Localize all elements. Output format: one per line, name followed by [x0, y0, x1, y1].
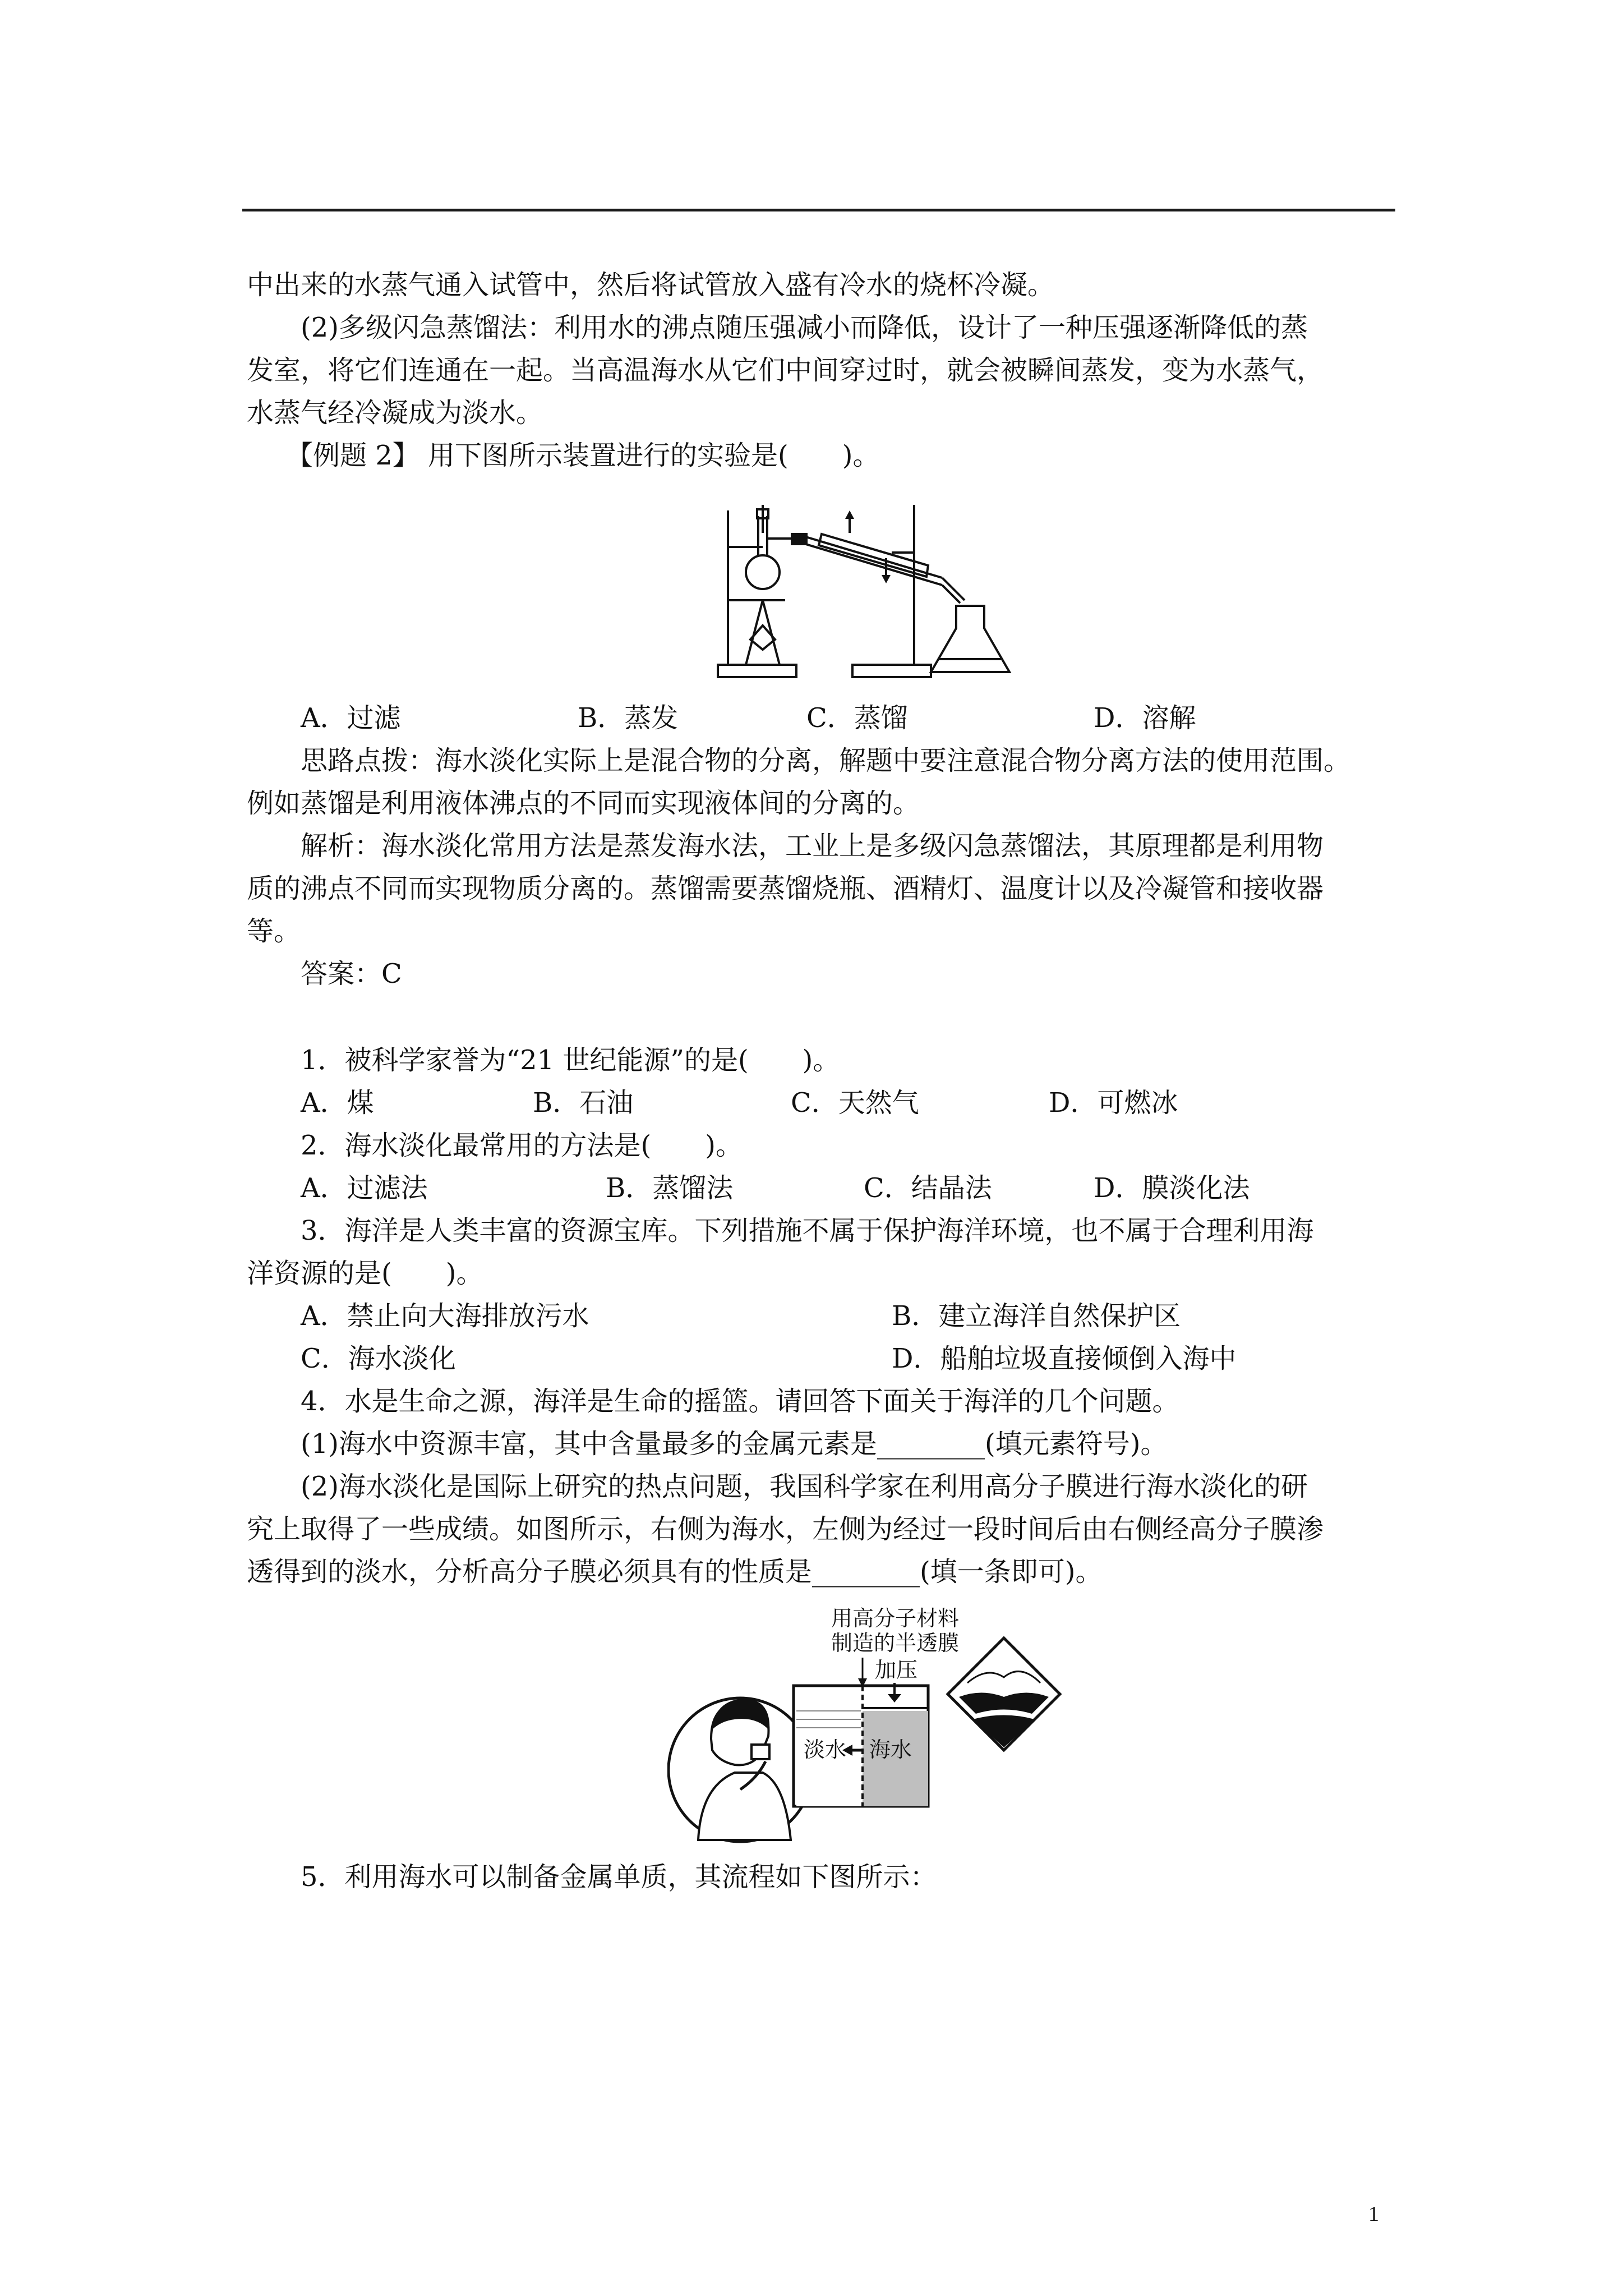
question-5-stem: 5．利用海水可以制备金属单质，其流程如下图所示：	[301, 1861, 937, 1893]
option-b: B．蒸馏法	[606, 1172, 734, 1204]
question-1-stem: 1．被科学家誉为“21 世纪能源”的是( )。	[301, 1045, 840, 1076]
option-c: C．天然气	[791, 1087, 919, 1119]
option-d: D．膜淡化法	[1094, 1172, 1250, 1204]
option-b: B．建立海洋自然保护区	[892, 1300, 1181, 1332]
option-a: A．禁止向大海排放污水	[301, 1300, 589, 1332]
membrane-desalination-figure	[667, 1604, 1094, 1851]
question-2-stem: 2．海水淡化最常用的方法是( )。	[301, 1130, 743, 1161]
option-b: B．石油	[533, 1087, 634, 1119]
analysis-line: 解析：海水淡化常用方法是蒸发海水法，工业上是多级闪急蒸馏法，其原理都是利用物	[301, 830, 1324, 862]
option-a: A．煤	[301, 1087, 374, 1119]
option-c: C．结晶法	[864, 1172, 992, 1204]
text-line: (2)多级闪急蒸馏法：利用水的沸点随压强减小而降低，设计了一种压强逐渐降低的蒸	[301, 312, 1308, 343]
answer: 答案：C	[301, 958, 402, 990]
option-d: D．船舶垃圾直接倾倒入海中	[892, 1343, 1237, 1374]
text-line: 水蒸气经冷凝成为淡水。	[247, 397, 543, 429]
option-c: C．海水淡化	[301, 1343, 456, 1374]
text-line: 发室，将它们连通在一起。当高温海水从它们中间穿过时，就会被瞬间蒸发，变为水蒸气，	[247, 355, 1324, 386]
analysis-line: 质的沸点不同而实现物质分离的。蒸馏需要蒸馏烧瓶、酒精灯、温度计以及冷凝管和接收器	[247, 873, 1324, 904]
option-c: C．蒸馏	[806, 702, 908, 734]
example-2-stem: 【例题 2】 用下图所示装置进行的实验是( )。	[286, 440, 880, 471]
question-4-part-2: (2)海水淡化是国际上研究的热点问题，我国科学家在利用高分子膜进行海水淡化的研	[301, 1471, 1308, 1502]
header-rule	[242, 209, 1395, 211]
question-4-stem: 4．水是生命之源，海洋是生命的摇篮。请回答下面关于海洋的几个问题。	[301, 1386, 1179, 1417]
sea-water-label: 海水	[869, 1737, 912, 1762]
question-4-part-2: 透得到的淡水，分析高分子膜必须具有的性质是________(填一条即可)。	[247, 1556, 1103, 1588]
option-d: D．可燃冰	[1049, 1087, 1178, 1119]
option-d: D．溶解	[1094, 702, 1196, 734]
pressure-label: 加压	[875, 1658, 918, 1682]
question-3-stem: 3．海洋是人类丰富的资源宝库。下列措施不属于保护海洋环境，也不属于合理利用海	[301, 1215, 1314, 1246]
distillation-apparatus-figure	[707, 494, 1032, 690]
hint-line: 例如蒸馏是利用液体沸点的不同而实现液体间的分离的。	[247, 788, 920, 819]
question-4-part-1: (1)海水中资源丰富，其中含量最多的金属元素是________(填元素符号)。	[301, 1428, 1168, 1460]
option-b: B．蒸发	[578, 702, 679, 734]
question-3-stem: 洋资源的是( )。	[247, 1258, 483, 1289]
hint-line: 思路点拨：海水淡化实际上是混合物的分离，解题中要注意混合物分离方法的使用范围。	[301, 745, 1351, 776]
page-number: 1	[1368, 2202, 1379, 2226]
fresh-water-label: 淡水	[804, 1737, 847, 1762]
text-line: 中出来的水蒸气通入试管中，然后将试管放入盛有冷水的烧杯冷凝。	[247, 269, 1055, 301]
option-a: A．过滤	[301, 702, 401, 734]
membrane-label: 用高分子材料	[831, 1606, 960, 1631]
question-4-part-2: 究上取得了一些成绩。如图所示，右侧为海水，左侧为经过一段时间后由右侧经高分子膜渗	[247, 1513, 1324, 1545]
analysis-line: 等。	[247, 915, 301, 947]
membrane-label: 制造的半透膜	[831, 1631, 960, 1655]
option-a: A．过滤法	[301, 1172, 428, 1204]
